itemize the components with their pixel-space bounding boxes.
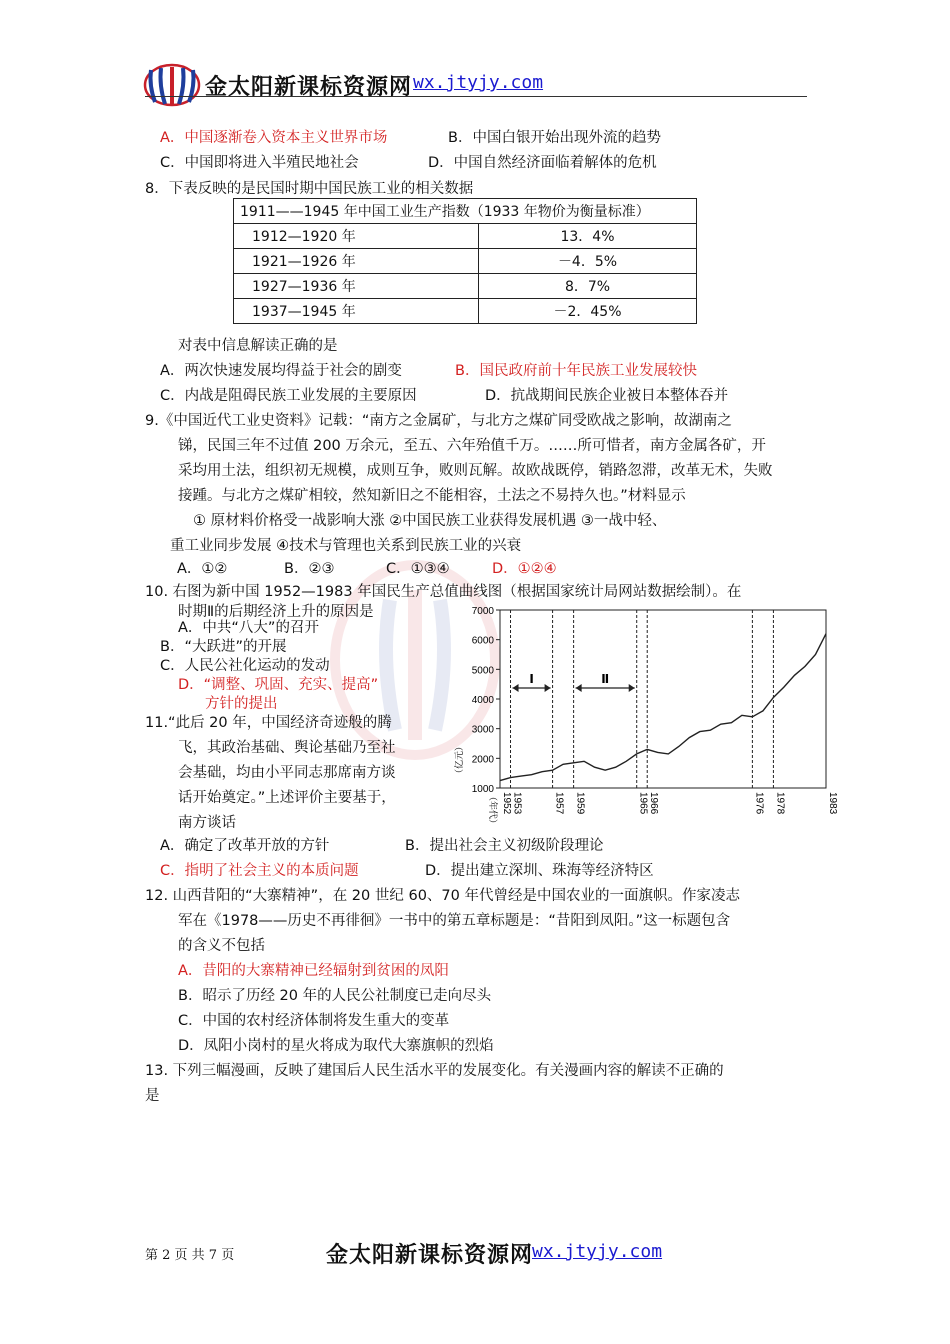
gnp-series-line: [500, 634, 826, 781]
footer-url-link[interactable]: wx.jtyjy.com: [532, 1241, 663, 1262]
y-tick-label: 6000: [471, 635, 494, 647]
q9-option-c: C．①③④: [386, 561, 450, 577]
q12-option-c: C．中国的农村经济体制将发生重大的变革: [178, 1013, 450, 1029]
q9-line-3: 采均用土法，组织初无规模，成则互争，败则瓦解。故欧战既停，销路忽滞，改革无术，失败: [178, 463, 773, 479]
header-rule: [145, 96, 807, 97]
q10-option-b: B．“大跃进”的开展: [160, 639, 287, 655]
footer-page-number: 第 2 页 共 7 页: [145, 1248, 235, 1263]
y-tick-label: 3000: [471, 724, 494, 736]
y-tick-label: 5000: [471, 665, 494, 677]
q11-line-1: 11.“此后 20 年，中国经济奇迹般的腾: [145, 715, 392, 731]
period-label: Ⅰ: [529, 672, 534, 686]
q13-line-1: 13. 下列三幅漫画，反映了建国后人民生活水平的发展变化。有关漫画内容的解读不正确的: [145, 1063, 724, 1079]
q9-line-1: 9.《中国近代工业史资料》记载：“南方之金属矿，与北方之煤矿同受欧战之影响，故湖南之: [145, 413, 732, 429]
q8-stem: 8．下表反映的是民国时期中国民族工业的相关数据: [145, 181, 474, 197]
q12-option-b: B．昭示了历经 20 年的人民公社制度已走向尽头: [178, 988, 492, 1004]
q11-line-5: 南方谈话: [178, 815, 236, 831]
x-tick-label: 1978: [774, 792, 786, 815]
gnp-line-chart: [454, 602, 838, 829]
header-logo: [143, 62, 201, 108]
q11-option-b: B．提出社会主义初级阶段理论: [405, 838, 604, 854]
x-tick-label: 1966: [648, 792, 660, 815]
q9-option-d: D．①②④: [492, 561, 557, 577]
q9-option-b: B．②③: [284, 561, 335, 577]
plot-frame: [500, 610, 826, 788]
q11-line-2: 飞，其政治基础、舆论基础乃至社: [178, 740, 396, 756]
q12-line-2: 军在《1978——历史不再徘徊》一书中的第五章标题是：“昔阳到凤阳。”这一标题包含: [178, 913, 731, 929]
table-row: 1921—1926 年 －4．5%: [234, 249, 697, 274]
q8-option-c: C．内战是阻碍民族工业发展的主要原因: [160, 388, 417, 404]
period-label: Ⅱ: [601, 672, 610, 686]
industry-index-table: [233, 198, 697, 324]
x-tick-label: 1952: [501, 792, 512, 815]
q7-option-a: A．中国逐渐卷入资本主义世界市场: [160, 130, 388, 146]
q10-option-d-cont: 方针的提出: [205, 696, 278, 712]
q8-option-b: B．国民政府前十年民族工业发展较快: [455, 363, 697, 379]
x-tick-label: 1976: [753, 792, 765, 815]
q9-line-5: ① 原材料价格受一战影响大涨 ②中国民族工业获得发展机遇 ③一战中轻、: [193, 513, 667, 529]
x-tick-label: 1983: [827, 792, 838, 815]
table-row: 1937—1945 年 －2．45%: [234, 299, 697, 324]
q10-option-d: D．“调整、巩固、充实、提高”: [178, 677, 379, 693]
period-arrow-head: [545, 684, 551, 692]
q12-option-a: A．昔阳的大寨精神已经辐射到贫困的凤阳: [178, 963, 449, 979]
q13-line-2: 是: [145, 1088, 160, 1104]
table-row: 1912—1920 年 13．4%: [234, 224, 697, 249]
period-arrow-head: [513, 684, 519, 692]
q10-line-2: 时期Ⅱ的后期经济上升的原因是: [178, 604, 374, 620]
q9-option-a: A．①②: [177, 561, 228, 577]
q8-option-d: D．抗战期间民族企业被日本整体吞并: [485, 388, 729, 404]
q10-line-1: 10. 右图为新中国 1952—1983 年国民生产总值曲线图（根据国家统计局网站数据绘制）。在: [145, 584, 742, 600]
table-title: 1911——1945 年中国工业生产指数（1933 年物价为衡量标准）: [234, 199, 697, 224]
q7-option-b: B．中国白银开始出现外流的趋势: [448, 130, 661, 146]
x-axis-label: （年代）: [488, 792, 498, 829]
period-arrow-head: [576, 684, 582, 692]
x-tick-label: 1959: [574, 792, 586, 815]
header-title: 金太阳新课标资源网: [205, 74, 413, 100]
q11-line-4: 话开始奠定。”上述评价主要基于，: [178, 790, 396, 806]
q9-line-6: 重工业同步发展 ④技术与管理也关系到民族工业的兴衰: [170, 538, 522, 554]
q12-line-3: 的含义不包括: [178, 938, 265, 954]
y-tick-label: 1000: [471, 784, 494, 795]
y-tick-label: 2000: [471, 754, 494, 766]
q8-option-a: A．两次快速发展均得益于社会的剧变: [160, 363, 402, 379]
q10-option-c: C．人民公社化运动的发动: [160, 658, 330, 674]
header-url-link[interactable]: wx.jtyjy.com: [413, 72, 544, 93]
y-axis-label: （亿元）: [454, 741, 464, 778]
q7-option-c: C．中国即将进入半殖民地社会: [160, 155, 359, 171]
q12-line-1: 12. 山西昔阳的“大寨精神”，在 20 世纪 60、70 年代曾经是中国农业的一面旗帜。作家凌志: [145, 888, 740, 904]
q11-option-c: C．指明了社会主义的本质问题: [160, 863, 359, 879]
period-arrow-head: [629, 684, 635, 692]
x-tick-label: 1957: [553, 792, 565, 815]
q10-option-a: A．中共“八大”的召开: [178, 620, 319, 636]
q12-option-d: D．凤阳小岗村的星火将成为取代大寨旗帜的烈焰: [178, 1038, 494, 1054]
y-tick-label: 4000: [471, 695, 494, 706]
q9-line-2: 锑，民国三年不过值 200 万余元，至五、六年殆值千万。……所可惜者，南方金属各矿，开: [178, 438, 766, 454]
q7-option-d: D．中国自然经济面临着解体的危机: [428, 155, 657, 171]
footer-title: 金太阳新课标资源网: [326, 1242, 534, 1268]
q11-line-3: 会基础，均由小平同志那席南方谈: [178, 765, 396, 781]
x-tick-label: 1953: [511, 792, 523, 815]
table-row: 1927—1936 年 8．7%: [234, 274, 697, 299]
q11-option-d: D．提出建立深圳、珠海等经济特区: [425, 863, 654, 879]
q9-line-4: 接踵。与北方之煤矿相较，然知新旧之不能相容，土法之不易持久也。”材料显示: [178, 488, 686, 504]
q8-prompt: 对表中信息解读正确的是: [178, 338, 338, 354]
y-tick-label: 7000: [471, 606, 494, 617]
x-tick-label: 1965: [637, 792, 649, 815]
q11-option-a: A．确定了改革开放的方针: [160, 838, 330, 854]
